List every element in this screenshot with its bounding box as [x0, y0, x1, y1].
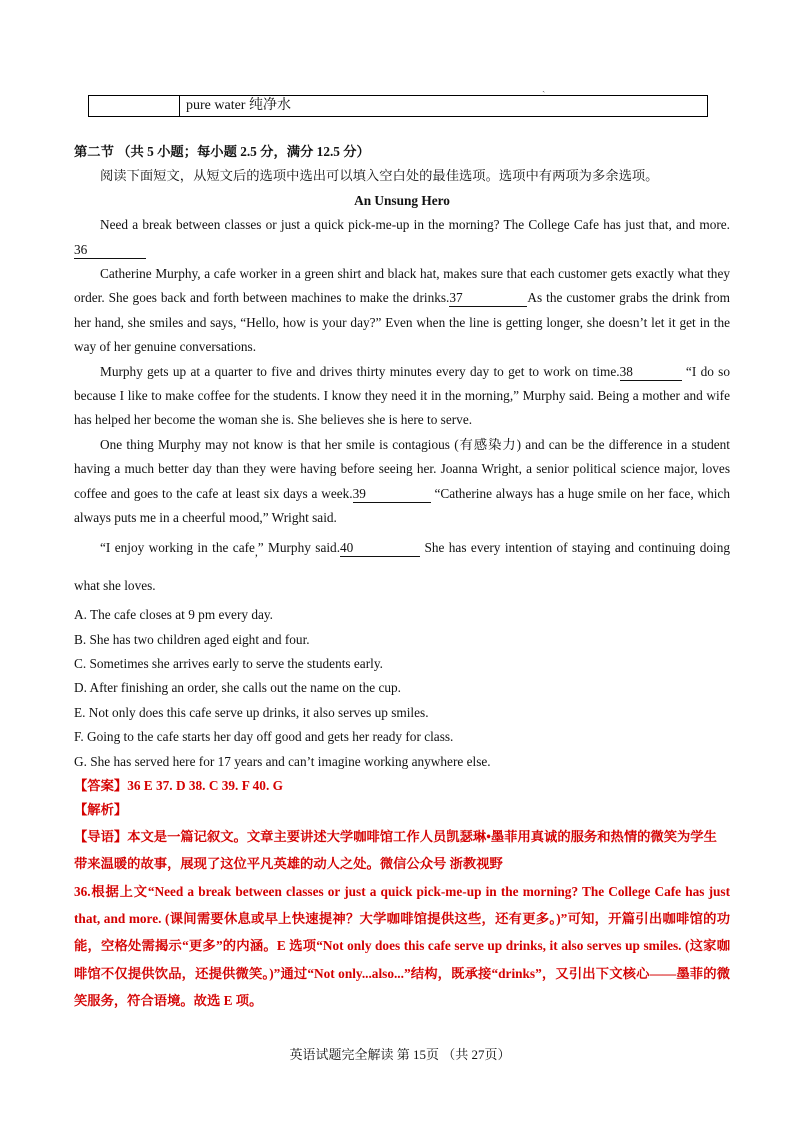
- option-e: E. Not only does this cafe serve up drinks, it also serves up smiles.: [74, 704, 429, 720]
- passage-paragraph-4: One thing Murphy may not know is that her smile is contagious (有感染力) and can be the difference in a student having a much better day than they were having before seeing her. Joanna Wright, a senior political science major, loves coffee and goes to the cafe at least six days a week.39 “Catherine always has a huge smile on her face, which always puts me in a cheerful mood,” Wright said.: [74, 436, 730, 526]
- option-g: G. She has served here for 17 years and can’t imagine working anywhere else.: [74, 753, 491, 769]
- blank-37: 37: [449, 290, 527, 307]
- passage-paragraph-2: Catherine Murphy, a cafe worker in a green shirt and black hat, makes sure that each customer gets exactly what they order. She goes back and forth between machines to make the drinks.37 As the customer grabs the drink from her hand, she smiles and says, “Hello, how is your day?” Even when the line is getting longer, she doesn’t let it get in the way of her genuine conversations.: [74, 266, 731, 355]
- analysis-guide: [74, 823, 730, 878]
- passage-paragraph-5: “I enjoy working in the cafe$_,$” Murphy said.40 She has every intention of staying and continuing doing what she loves.: [74, 539, 730, 594]
- answer-line: [74, 774, 730, 798]
- option-d: D. After finishing an order, she calls out the name on the cup.: [74, 680, 402, 696]
- answer-label: 【答案】: [74, 778, 128, 793]
- guide-label: 【导语】: [74, 828, 128, 844]
- table-cell-pure-water: pure water 纯净水: [186, 98, 291, 113]
- option-c: C. Sometimes she arrives early to serve the students early.: [74, 655, 383, 671]
- option-b: B. She has two children aged eight and four.: [74, 631, 310, 647]
- blank-40: 40: [340, 540, 420, 557]
- passage-paragraph-3: Murphy gets up at a quarter to five and drives thirty minutes every day to get to work on time.38 “I do so because I like to make coffee for the students. I know they need it in the morning,” Murphy said. Being a mother and wife has helped her become the woman she is. She believes she is here to serve.: [74, 363, 731, 428]
- answer-text: 36 E 37. D 38. C 39. F 40. G: [127, 778, 283, 793]
- passage-paragraph-1: Need a break between classes or just a quick pick-me-up in the morning? The College Cafe has just that, and more. 36: [74, 217, 730, 257]
- option-f: F. Going to the cafe starts her day off good and gets her ready for class.: [74, 729, 454, 745]
- section-heading: 第二节 （共 5 小题；每小题 2.5 分，满分 12.5 分）: [74, 144, 370, 159]
- main-content: [74, 140, 730, 1015]
- vocab-table-row: [88, 95, 708, 117]
- passage-title: An Unsung Hero: [354, 192, 450, 208]
- blank-38: 38: [620, 364, 682, 381]
- page-footer: 英语试题完全解读 第 15页 （共 27页）: [289, 1047, 511, 1062]
- option-a: A. The cafe closes at 9 pm every day.: [74, 607, 274, 623]
- stray-mark: ˎ: [542, 82, 546, 93]
- blank-36: 36: [74, 242, 146, 259]
- guide-text: 本文是一篇记叙文。文章主要讲述大学咖啡馆工作人员凯瑟琳•墨菲用真诚的服务和热情的微笑为学生带来温暖的故事，展现了这位平凡英雄的动人之处。微信公众号 浙教视野: [74, 828, 717, 872]
- table-cell-empty: [89, 96, 180, 116]
- analysis-label: 【解析】: [74, 802, 128, 818]
- blank-39: 39: [353, 486, 431, 503]
- section-instruction: 阅读下面短文，从短文后的选项中选出可以填入空白处的最佳选项。选项中有两项为多余选项。: [100, 168, 659, 184]
- analysis-q36: 36.根据上文“Need a break between classes or just a quick pick-me-up in the morning? The College Cafe has just that, and more. (课间需要休息或早上快速提神？大学咖啡馆提供这些，还有更多。)”可知，开篇引出咖啡馆的功能，空格处需揭示“更多”的内涵。E 选项“Not only does this cafe serve up drinks, it also serves up smiles. (这家咖啡馆不仅提供饮品，还提供微笑。)”通过“Not only...also...”结构，既承接“drinks”，又引出下文核心——墨菲的微笑服务，符合语境。故选 E 项。: [74, 883, 730, 1009]
